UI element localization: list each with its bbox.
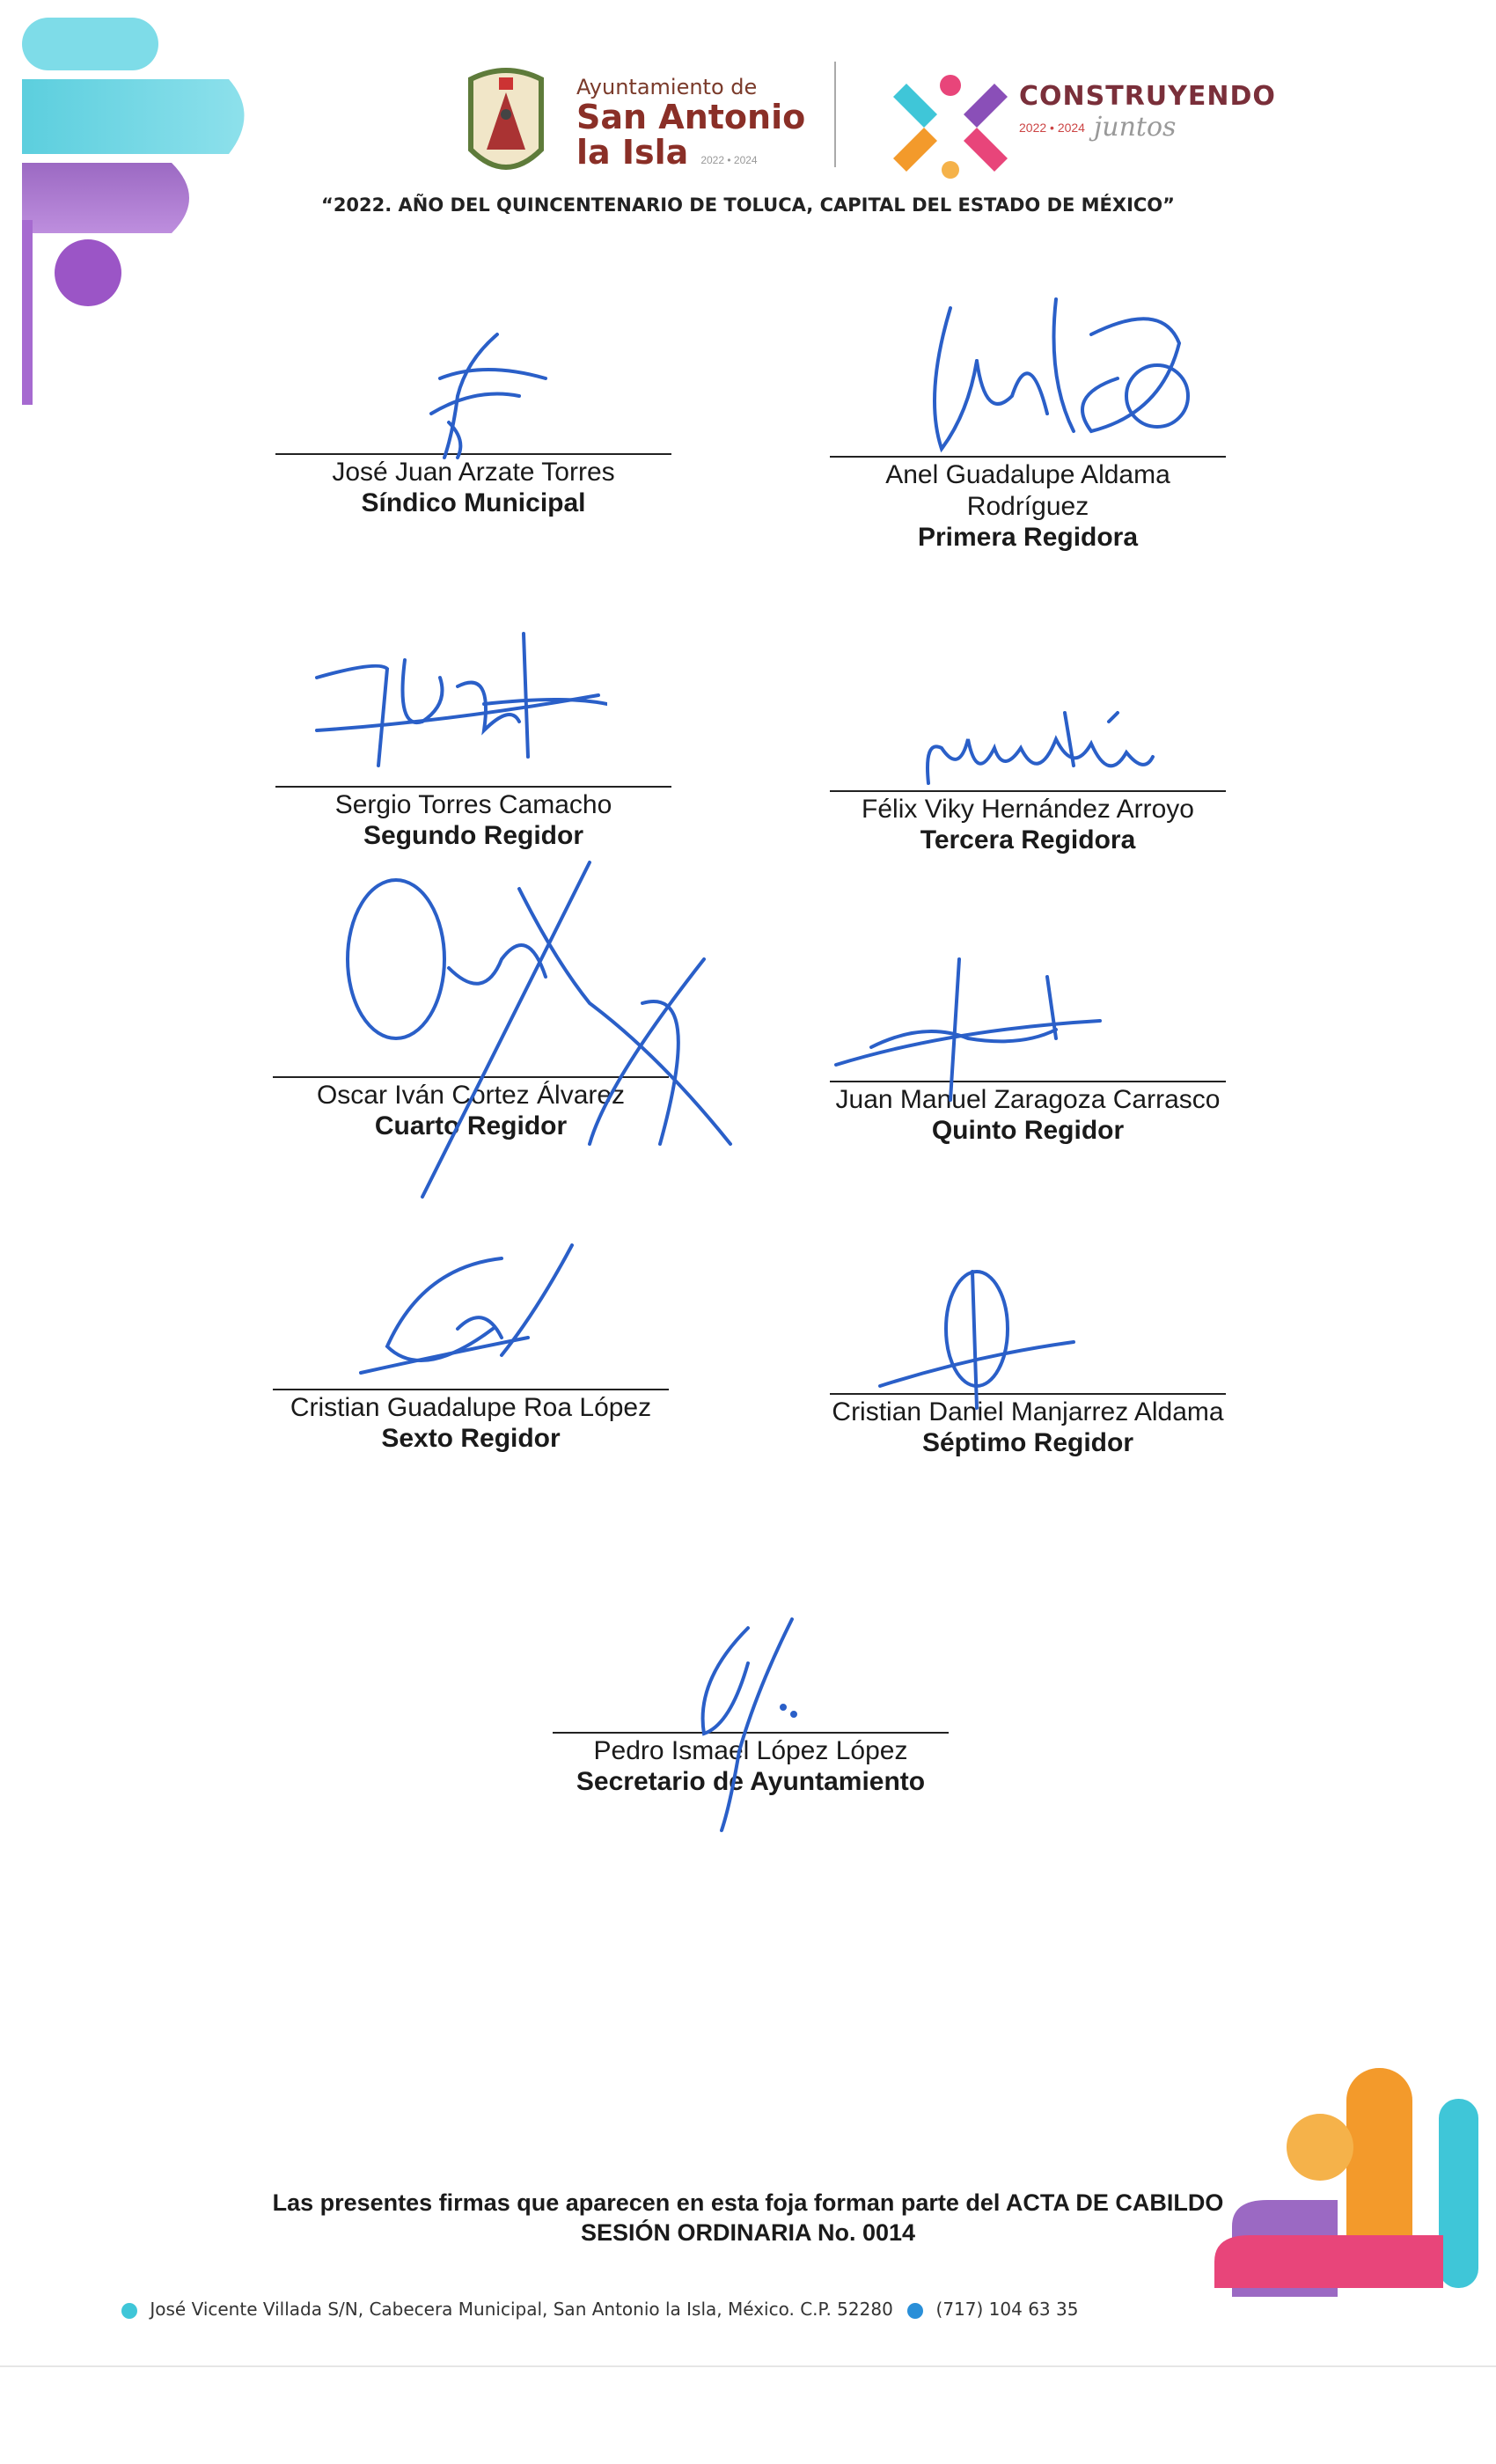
signatory-name: José Juan Arzate Torres [332, 458, 615, 487]
signatory-title: Séptimo Regidor [921, 1428, 1133, 1457]
signature-block-sexto-regidor [273, 1389, 669, 1454]
signatory-title: Síndico Municipal [361, 488, 586, 517]
footer-note-line2: SESIÓN ORDINARIA No. 0014 [580, 2219, 916, 2246]
municipality-line3: la Isla [576, 133, 689, 172]
signatory-title: Quinto Regidor [931, 1116, 1125, 1145]
commemorative-motto: “2022. AÑO DEL QUINCENTENARIO DE TOLUCA, CAPITAL DEL ESTADO DE MÉXICO” [321, 194, 1175, 216]
signatory-title: Primera Regidora [917, 523, 1139, 552]
footer-note [0, 2188, 1496, 2248]
signature-torres [308, 625, 607, 783]
phone-icon [907, 2303, 923, 2319]
location-icon [121, 2303, 137, 2319]
slogan-years: 2022 • 2024 [1019, 120, 1085, 135]
signature-block-primera-regidora [830, 456, 1226, 553]
signature-line [275, 786, 671, 788]
signature-arzate [405, 326, 563, 466]
construyendo-text [1019, 81, 1276, 143]
slogan-script: juntos [1093, 112, 1177, 143]
municipality-line1: Ayuntamiento de [576, 75, 758, 99]
header-divider [834, 62, 836, 167]
signatory-title: Sexto Regidor [381, 1424, 561, 1453]
slogan-word: CONSTRUYENDO [1019, 81, 1276, 112]
signature-roa [352, 1241, 598, 1390]
municipality-years: 2022 • 2024 [700, 154, 758, 166]
page-edge-line [0, 2365, 1496, 2367]
signature-lopez [678, 1610, 818, 1839]
signature-zaragoza [818, 950, 1118, 1109]
signature-hernandez [915, 704, 1162, 801]
signature-cortez [326, 854, 739, 1206]
address-text: José Vicente Villada S/N, Cabecera Municipal, San Antonio la Isla, México. C.P. 52280 [150, 2299, 893, 2320]
signatory-name: Anel Guadalupe Aldama Rodríguez [885, 460, 1170, 521]
signatory-title: Tercera Regidora [920, 825, 1136, 854]
municipality-name [576, 75, 805, 170]
signatory-name: Oscar Iván Cortez Álvarez [316, 1081, 626, 1110]
signatory-name: Cristian Daniel Manjarrez Aldama [832, 1397, 1224, 1426]
signature-aldama [915, 290, 1206, 466]
signatory-name: Félix Viky Hernández Arroyo [862, 795, 1194, 824]
construyendo-emblem [889, 66, 1012, 189]
municipal-shield-logo [462, 62, 550, 185]
signatory-name: Cristian Guadalupe Roa López [290, 1393, 652, 1422]
signatory-name: Pedro Ismael López López [593, 1736, 908, 1765]
signature-block-segundo-regidor [275, 786, 671, 851]
signatory-title: Cuarto Regidor [374, 1111, 568, 1140]
phone-text: (717) 104 63 35 [935, 2299, 1079, 2320]
signatory-name: Sergio Torres Camacho [334, 790, 612, 819]
footer-note-line1: Las presentes firmas que aparecen en esta foja forman parte del ACTA DE CABILDO [272, 2189, 1224, 2216]
address-line [121, 2299, 1078, 2320]
signatory-title: Segundo Regidor [363, 821, 583, 850]
signatory-name: Juan Manuel Zaragoza Carrasco [835, 1085, 1221, 1114]
municipality-line2: San Antonio [576, 98, 806, 136]
signatory-title: Secretario de Ayuntamiento [576, 1767, 926, 1796]
signature-manjarrez [871, 1267, 1082, 1417]
